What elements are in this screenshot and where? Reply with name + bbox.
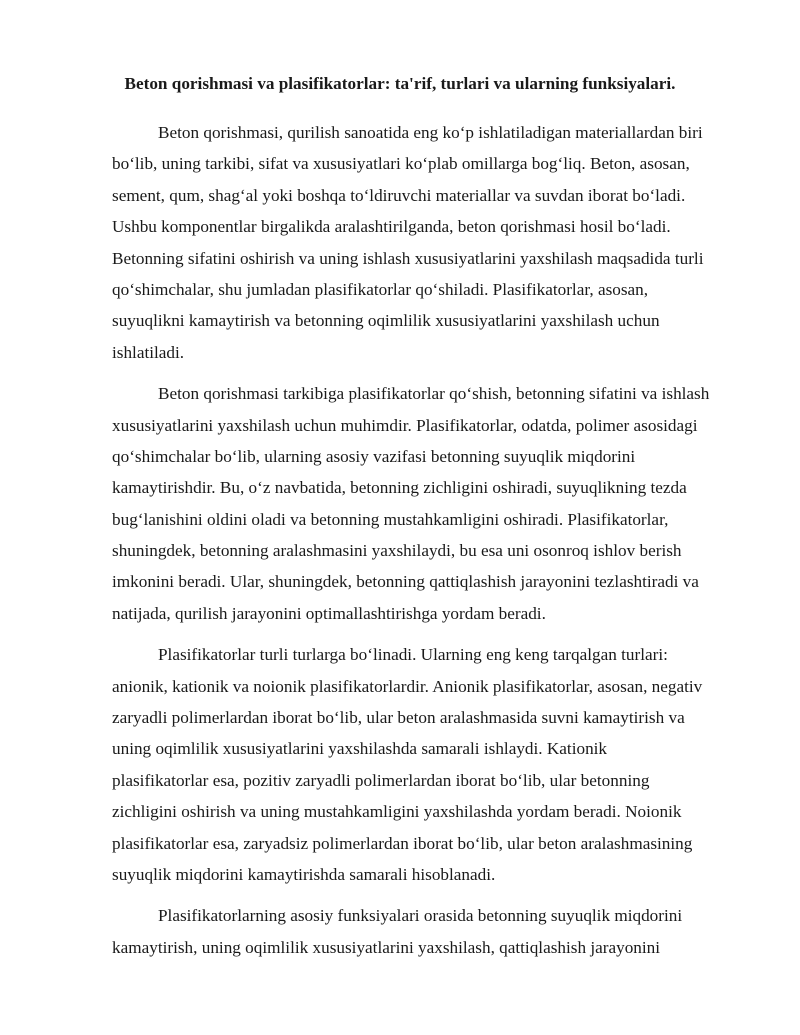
paragraph-2 [112,378,732,629]
text-line: anionik, kationik va noionik plasifikatorlardir. Anionik plasifikatorlar, asosan, negativ [112,676,703,696]
text-line: zichligini oshirish va uning mustahkamligini yaxshilashda yordam beradi. Noionik [112,802,682,822]
text-line: suyuqlikni kamaytirish va betonning oqimlilik xususiyatlarini yaxshilash uchun [112,311,660,331]
text-line: Beton qorishmasi, qurilish sanoatida eng ko‘p ishlatiladigan materiallardan biri [158,123,703,142]
text-line: Ushbu komponentlar birgalikda aralashtirilganda, beton qorishmasi hosil bo‘ladi. [112,217,671,237]
text-line: ishlatiladi. [112,342,185,362]
text-line: zaryadli polimerlardan iborat bo‘lib, ular beton aralashmasida suvni kamaytirish va [112,708,685,728]
paragraph-1 [112,117,732,368]
text-line: suyuqlik miqdorini kamaytirishda samarali hisoblanadi. [112,864,496,884]
text-line: qo‘shimchalar bo‘lib, ularning asosiy vazifasi betonning suyuqlik miqdorini [112,446,636,466]
text-line: imkonini beradi. Ular, shuningdek, betonning qattiqlashish jarayonini tezlashtiradi va [112,572,699,592]
text-line: bo‘lib, uning tarkibi, sifat va xususiyatlari ko‘plab omillarga bog‘liq. Beton, asosan, [112,154,690,174]
text-line: bug‘lanishini oldini oladi va betonning mustahkamligini oshiradi. Plasifikatorlar, [112,509,669,529]
text-line: plasifikatorlar esa, pozitiv zaryadli polimerlardan iborat bo‘lib, ular betonning [112,770,650,790]
text-line: sement, qum, shag‘al yoki boshqa to‘ldiruvchi materiallar va suvdan iborat bo‘ladi. [112,185,686,205]
text-line: natijada, qurilish jarayonini optimallashtirishga yordam beradi. [112,603,546,623]
document-title: Beton qorishmasi va plasifikatorlar: ta'rif, turlari va ularning funksiyalari. [124,74,676,93]
paragraph-3 [112,639,732,890]
text-line: Plasifikatorlarning asosiy funksiyalari orasida betonning suyuqlik miqdorini [158,906,683,926]
text-line: plasifikatorlar esa, zaryadsiz polimerlardan iborat bo‘lib, ular beton aralashmasining [112,833,693,853]
text-line: shuningdek, betonning aralashmasini yaxshilaydi, bu esa uni osonroq ishlov berish [112,541,682,561]
paragraph-4 [112,900,732,963]
text-line: xususiyatlarini yaxshilash uchun muhimdir. Plasifikatorlar, odatda, polimer asosidagi [112,415,698,435]
document-body [112,117,732,963]
text-line: Betonning sifatini oshirish va uning ishlash xususiyatlarini yaxshilash maqsadida turli [112,248,704,268]
text-line: qo‘shimchalar, shu jumladan plasifikatorlar qo‘shiladi. Plasifikatorlar, asosan, [112,279,649,299]
text-line: Plasifikatorlar turli turlarga bo‘linadi. Ularning eng keng tarqalgan turlari: [158,645,668,665]
text-line: kamaytirish, uning oqimlilik xususiyatlarini yaxshilash, qattiqlashish jarayonini [112,937,661,957]
text-line: uning oqimlilik xususiyatlarini yaxshilashda samarali ishlaydi. Kationik [112,739,608,759]
text-line: Beton qorishmasi tarkibiga plasifikatorlar qo‘shish, betonning sifatini va ishlash [158,384,710,404]
text-line: kamaytirishdir. Bu, o‘z navbatida, betonning zichligini oshiradi, suyuqlikning tezda [112,478,687,498]
